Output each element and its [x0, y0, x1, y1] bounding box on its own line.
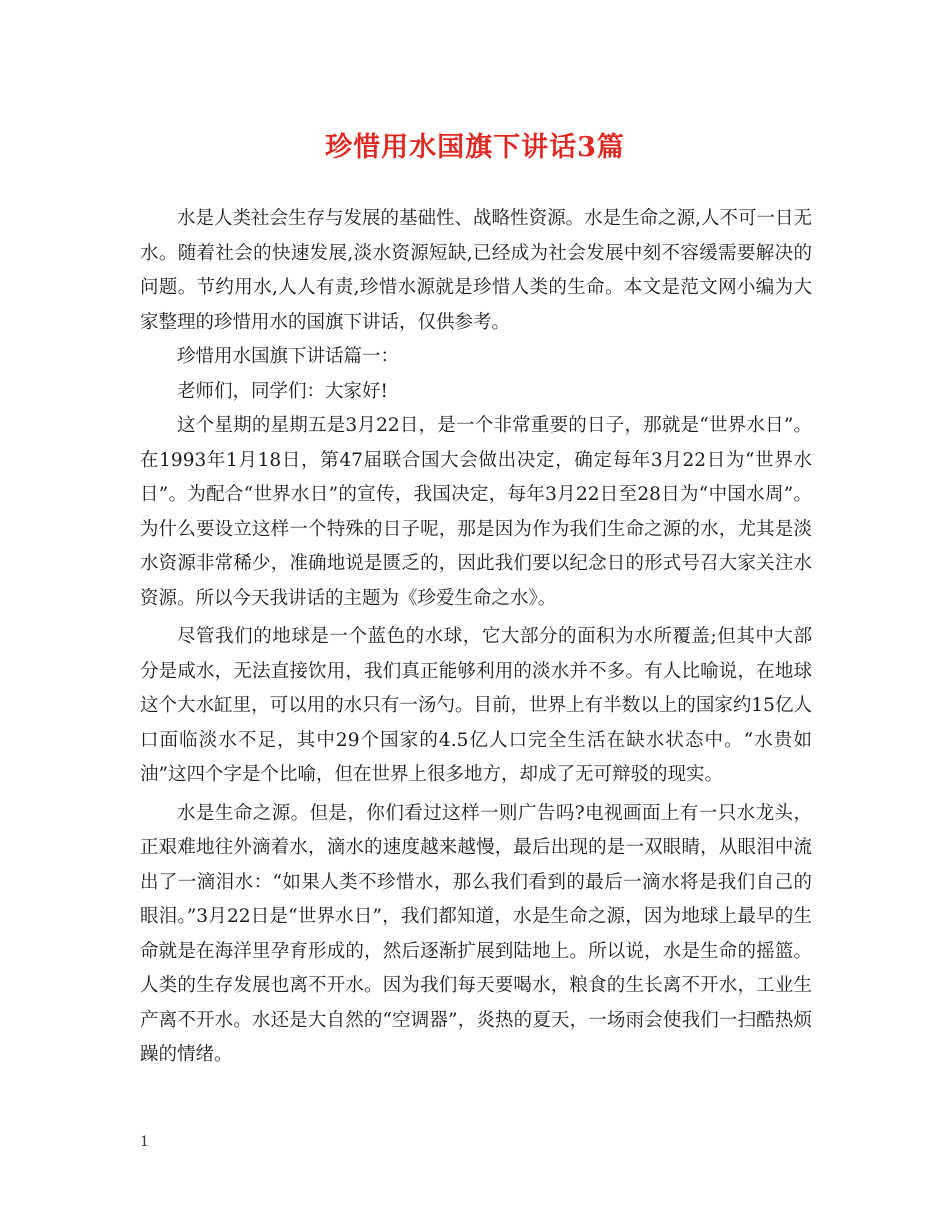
page-number: 1	[140, 1134, 149, 1150]
paragraph-section-heading: 珍惜用水国旗下讲话篇一：	[177, 346, 400, 367]
paragraph-blue-planet: 尽管我们的地球是一个蓝色的水球，它大部分的面积为水所覆盖;但其中大部分是咸水，无法直接饮用，我们真正能够利用的淡水并不多。有人比喻说，在地球这个大水缸里，可以用的水只有一汤勺。目前，世界上有半数以上的国家约15亿人口面临淡水不足，其中29个国家的4.5亿人口完全生活在缺水状态中。“水贵如油”这四个字是个比喻，但在世界上很多地方，却成了无可辩驳的现实。	[140, 626, 812, 785]
document-body	[140, 202, 812, 1073]
paragraph-greeting: 老师们，同学们：大家好!	[177, 380, 388, 402]
paragraph-source-of-life: 水是生命之源。但是，你们看过这样一则广告吗?电视画面上有一只水龙头，正艰难地往外滴着水，滴水的速度越来越慢，最后出现的是一双眼睛，从眼泪中流出了一滴泪水：“如果人类不珍惜水，那么我们看到的最后一滴水将是我们自己的眼泪。”3月22日是“世界水日”，我们都知道，水是生命之源，因为地球上最早的生命就是在海洋里孕育形成的，然后逐渐扩展到陆地上。所以说，水是生命的摇篮。人类的生存发展也离不开水。因为我们每天要喝水，粮食的生长离不开水，工业生产离不开水。水还是大自然的“空调器”，炎热的夏天，一场雨会使我们一扫酷热烦躁的情绪。	[140, 802, 812, 1065]
paragraph-world-water-day: 这个星期的星期五是3月22日，是一个非常重要的日子，那就是“世界水日”。 在1993年1月18日，第47届联合国大会做出决定，确定每年3月22日为“世界水日”。为配合“世界水日”的宣传，我国决定，每年3月22日至28日为“中国水周”。为什么要设立这样一个特殊的日子呢，那是因为作为我们生命之源的水，尤其是淡水资源非常稀少，准确地说是匮乏的，因此我们要以纪念日的形式号召大家关注水资源。所以今天我讲话的主题为《珍爱生命之水》。	[140, 415, 812, 609]
paragraph-intro: 水是人类社会生存与发展的基础性、战略性资源。水是生命之源,人不可一日无水。随着社会的快速发展,淡水资源短缺,已经成为社会发展中刻不容缓需要解决的问题。节约用水,人人有责,珍惜水源就是珍惜人类的生命。本文是范文网小编为大家整理的珍惜用水的国旗下讲话，仅供参考。	[140, 208, 812, 333]
document-title: 珍惜用水国旗下讲话3篇	[325, 132, 625, 163]
